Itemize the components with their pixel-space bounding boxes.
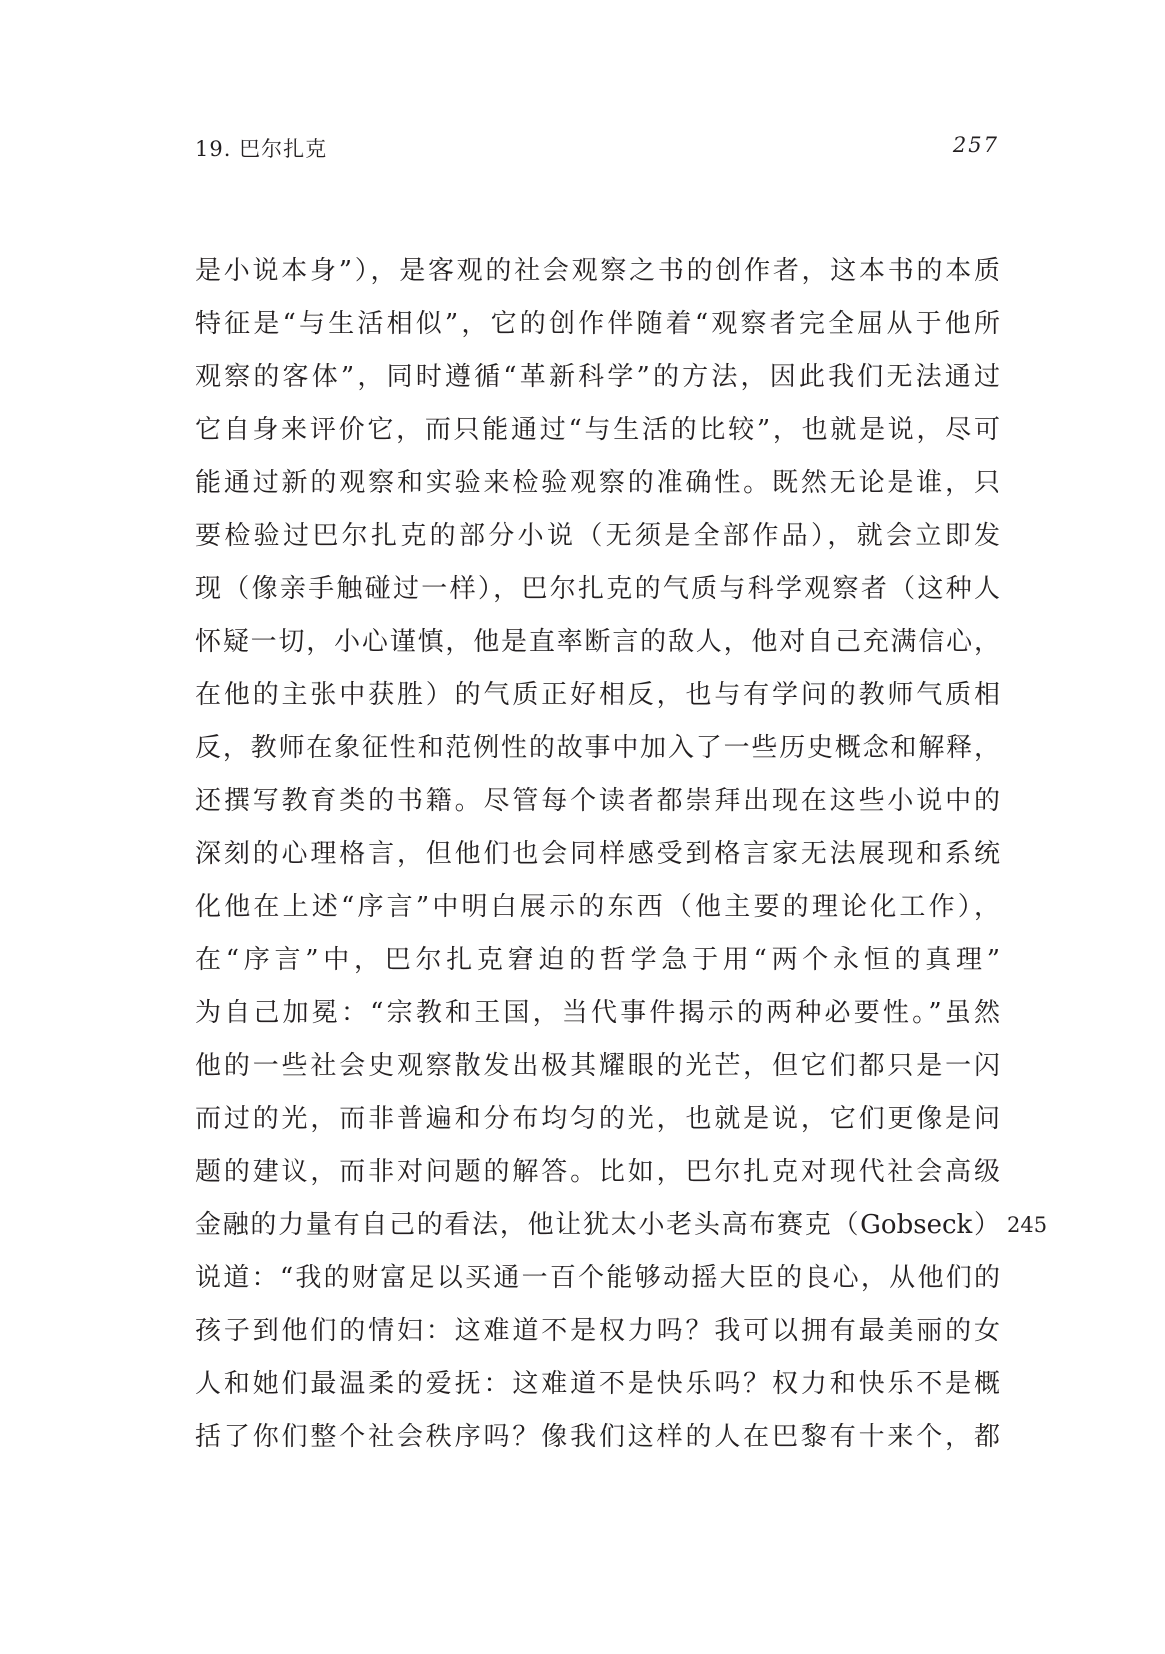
text-line-content: 他的一些社会史观察散发出极其耀眼的光芒，但它们都只是一闪 [195,1051,1000,1081]
text-line [195,1411,1000,1464]
text-line [195,1252,1000,1305]
text-line [195,1146,1000,1199]
text-line-content: 金融的力量有自己的看法，他让犹太小老头高布赛克（Gobseck） [195,1210,1000,1240]
text-line-content: 要检验过巴尔扎克的部分小说（无须是全部作品），就会立即发 [195,521,1000,551]
text-line [195,298,1000,351]
text-line [195,245,1000,298]
text-line [195,828,1000,881]
text-line-content: 在“序言”中，巴尔扎克窘迫的哲学急于用“两个永恒的真理” [195,945,1000,975]
text-line-content: 观察的客体”，同时遵循“革新科学”的方法，因此我们无法通过 [195,362,1000,392]
text-line-content: 孩子到他们的情妇：这难道不是权力吗？我可以拥有最美丽的女 [195,1316,1000,1346]
text-line [195,404,1000,457]
running-head: 19. 巴尔扎克 [195,137,328,161]
text-line-content: 说道：“我的财富足以买通一百个能够动摇大臣的良心，从他们的 [195,1263,1000,1293]
text-line-content: 题的建议，而非对问题的解答。比如，巴尔扎克对现代社会高级 [195,1157,1000,1187]
text-line-content: 而过的光，而非普遍和分布均匀的光，也就是说，它们更像是问 [195,1104,1000,1134]
text-line-content: 括了你们整个社会秩序吗？像我们这样的人在巴黎有十来个，都 [195,1422,1000,1452]
text-line [195,1358,1000,1411]
page-number: 257 [952,133,999,157]
text-line-content: 反，教师在象征性和范例性的故事中加入了一些历史概念和解释， [195,733,1000,763]
text-line [195,881,1000,934]
text-line-content: 在他的主张中获胜）的气质正好相反，也与有学问的教师气质相 [195,680,1000,710]
text-line [195,510,1000,563]
body-text [195,245,1048,1464]
text-line [195,351,1000,404]
text-line-content: 人和她们最温柔的爱抚：这难道不是快乐吗？权力和快乐不是概 [195,1369,1000,1399]
text-line-content: 深刻的心理格言，但他们也会同样感受到格言家无法展现和系统 [195,839,1000,869]
text-line [195,1040,1000,1093]
text-line-content: 为自己加冕：“宗教和王国，当代事件揭示的两种必要性。”虽然 [195,998,1000,1028]
text-line-content: 能通过新的观察和实验来检验观察的准确性。既然无论是谁，只 [195,468,1000,498]
text-line-content: 还撰写教育类的书籍。尽管每个读者都崇拜出现在这些小说中的 [195,786,1000,816]
text-line [195,934,1000,987]
text-line [195,616,1000,669]
text-line [195,1305,1000,1358]
text-line [195,1199,1048,1252]
margin-page-reference: 245 [1007,1213,1048,1237]
text-line [195,457,1000,510]
text-line-content: 是小说本身”），是客观的社会观察之书的创作者，这本书的本质 [195,256,1000,286]
text-line-content: 现（像亲手触碰过一样），巴尔扎克的气质与科学观察者（这种人 [195,574,1000,604]
text-line [195,1093,1000,1146]
text-line [195,563,1000,616]
text-line [195,987,1000,1040]
text-line-content: 怀疑一切，小心谨慎，他是直率断言的敌人，他对自己充满信心， [195,627,1000,657]
text-line [195,722,1000,775]
text-line-content: 特征是“与生活相似”，它的创作伴随着“观察者完全屈从于他所 [195,309,1000,339]
text-line-content: 它自身来评价它，而只能通过“与生活的比较”，也就是说，尽可 [195,415,1000,445]
text-line [195,775,1000,828]
text-line [195,669,1000,722]
text-line-content: 化他在上述“序言”中明白展示的东西（他主要的理论化工作）， [195,892,1000,922]
